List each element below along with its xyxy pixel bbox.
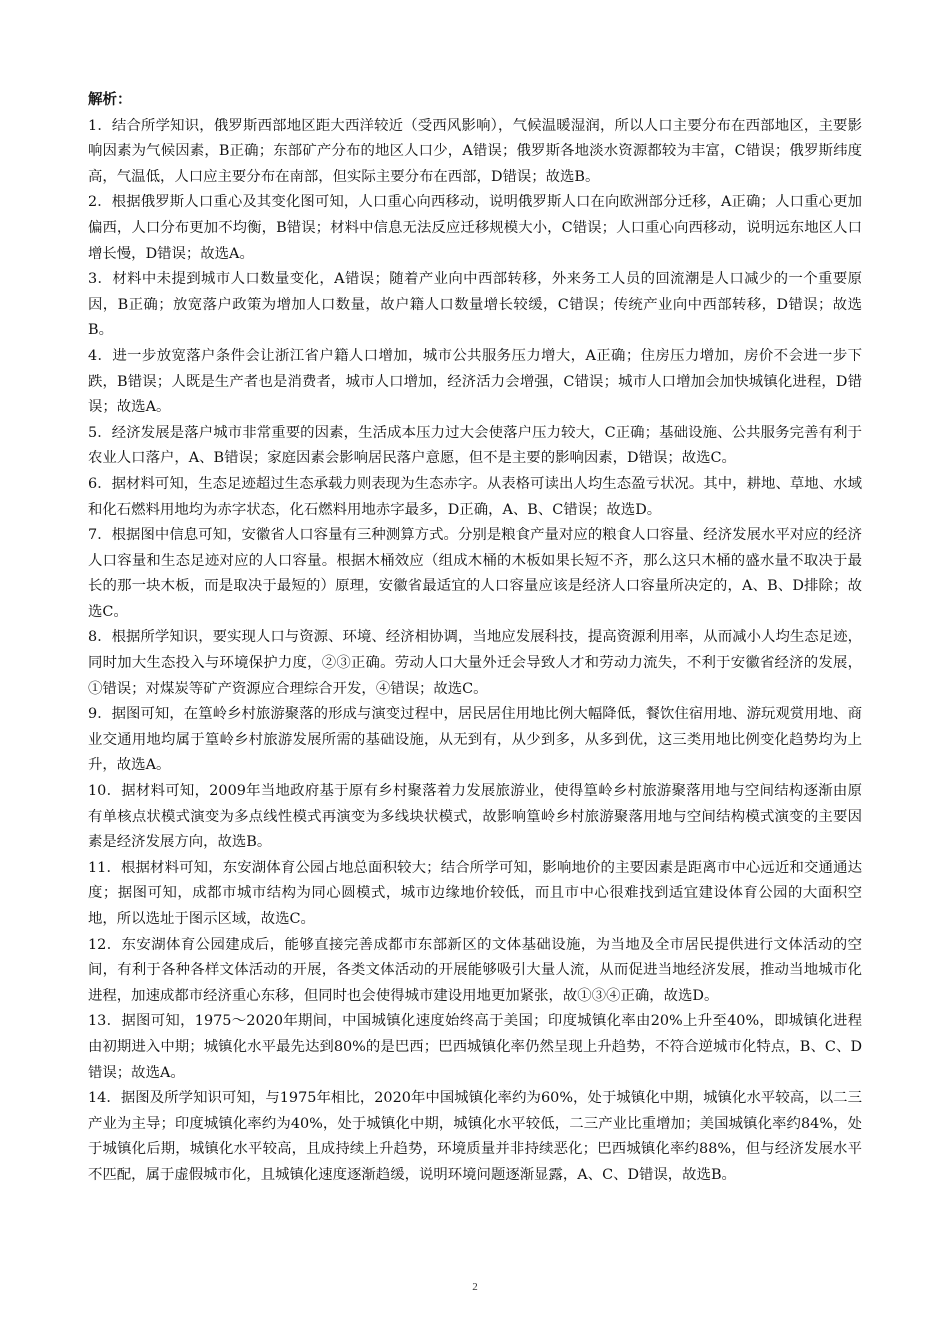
answer-2: 2．根据俄罗斯人口重心及其变化图可知，人口重心向西移动，说明俄罗斯人口在向欧洲部分迁移，A正确；人口重心更加偏西，人口分布更加不均衡，B错误；材料中信息无法反应迁移规模大小，C错误；人口重心向西移动，说明远东地区人口增长慢，D错误；故选A。 (88, 194, 862, 262)
answer-14: 14．据图及所学知识可知，与1975年相比，2020年中国城镇化率约为60%，处于城镇化中期，城镇化水平较高，以二三产业为主导；印度城镇化率约为40%，处于城镇化中期，城镇化水平较低，二三产业比重增加；美国城镇化率约84%，处于城镇化后期，城镇化水平较高，且成持续上升趋势，环境质量并非持续恶化；巴西城镇化率约88%，但与经济发展水平不匹配，属于虚假城市化，且城镇化速度逐渐趋缓，说明环境问题逐渐显露，A、C、D错误，故选B。 (88, 1090, 862, 1183)
analysis-heading: 解析： (88, 92, 132, 108)
answer-9: 9．据图可知，在篁岭乡村旅游聚落的形成与演变过程中，居民居住用地比例大幅降低，餐饮住宿用地、游玩观赏用地、商业交通用地均属于篁岭乡村旅游发展所需的基础设施，从无到有，从少到多，从多到优，这三类用地比例变化趋势均为上升，故选A。 (88, 706, 862, 774)
answer-7: 7．根据图中信息可知，安徽省人口容量有三种测算方式。分别是粮食产量对应的粮食人口容量、经济发展水平对应的经济人口容量和生态足迹对应的人口容量。根据木桶效应（组成木桶的木板如果长短不齐，那么这只木桶的盛水量不取决于最长的那一块木板，而是取决于最短的）原理，安徽省最适宜的人口容量应该是经济人口容量所决定的，A、B、D排除；故选C。 (88, 527, 862, 620)
answer-6: 6．据材料可知，生态足迹超过生态承载力则表现为生态赤字。从表格可读出人均生态盈亏状况。其中，耕地、草地、水域和化石燃料用地均为赤字状态，化石燃料用地赤字最多，D正确，A、B、C错误；故选D。 (88, 475, 862, 518)
answer-3: 3．材料中未提到城市人口数量变化，A错误；随着产业向中西部转移，外来务工人员的回流潮是人口减少的一个重要原因，B正确；放宽落户政策为增加人口数量，故户籍人口数量增长较缓，C错误；传统产业向中西部转移，D错误；故选B。 (88, 271, 862, 339)
answer-13: 13．据图可知，1975～2020年期间，中国城镇化速度始终高于美国；印度城镇化率由20%上升至40%，即城镇化进程由初期进入中期；城镇化水平最先达到80%的是巴西；巴西城镇化率仍然呈现上升趋势，不符合逆城市化特点，B、C、D错误；故选A。 (88, 1013, 862, 1081)
document-body (88, 88, 862, 1189)
answer-4: 4．进一步放宽落户条件会让浙江省户籍人口增加，城市公共服务压力增大，A正确；住房压力增加，房价不会进一步下跌，B错误；人既是生产者也是消费者，城市人口增加，经济活力会增强，C错误；城市人口增加会加快城镇化进程，D错误；故选A。 (88, 347, 862, 416)
answer-12: 12．东安湖体育公园建成后，能够直接完善成都市东部新区的文体基础设施，为当地及全市居民提供进行文体活动的空间，有利于各种各样文体活动的开展，各类文体活动的开展能够吸引大量人流，从而促进当地经济发展，推动当地城市化进程，加速成都市经济重心东移，但同时也会使得城市建设用地更加紧张，故①③④正确，故选D。 (88, 936, 862, 1004)
answer-11: 11．根据材料可知，东安湖体育公园占地总面积较大；结合所学可知，影响地价的主要因素是距离市中心远近和交通通达度；据图可知，成都市城市结构为同心圆模式，城市边缘地价较低，而且市中心很难找到适宜建设体育公园的大面积空地，所以选址于图示区域，故选C。 (88, 859, 862, 927)
answer-1: 1．结合所学知识，俄罗斯西部地区距大西洋较近（受西风影响），气候温暖湿润，所以人口主要分布在西部地区，主要影响因素为气候因素，B正确；东部矿产分布的地区人口少，A错误；俄罗斯各地淡水资源都较为丰富，C错误；俄罗斯纬度高，气温低，人口应主要分布在南部，但实际主要分布在西部，D错误；故选B。 (88, 117, 862, 185)
answer-8: 8．根据所学知识，要实现人口与资源、环境、经济相协调，当地应发展科技，提高资源利用率，从而减小人均生态足迹，同时加大生态投入与环境保护力度，②③正确。劳动人口大量外迁会导致人才和劳动力流失，不利于安徽省经济的发展，①错误；对煤炭等矿产资源应合理综合开发，④错误；故选C。 (88, 629, 862, 697)
page-number: 2 (472, 1281, 478, 1293)
answer-10: 10．据材料可知，2009年当地政府基于原有乡村聚落着力发展旅游业，使得篁岭乡村旅游聚落用地与空间结构逐渐由原有单核点状模式演变为多点线性模式再演变为多线块状模式，故影响篁岭乡村旅游聚落用地与空间结构模式演变的主要因素是经济发展方向，故选B。 (88, 783, 862, 851)
answer-5: 5．经济发展是落户城市非常重要的因素，生活成本压力过大会使落户压力较大，C正确；基础设施、公共服务完善有利于农业人口落户，A、B错误；家庭因素会影响居民落户意愿，但不是主要的影响因素，D错误；故选C。 (88, 424, 862, 467)
